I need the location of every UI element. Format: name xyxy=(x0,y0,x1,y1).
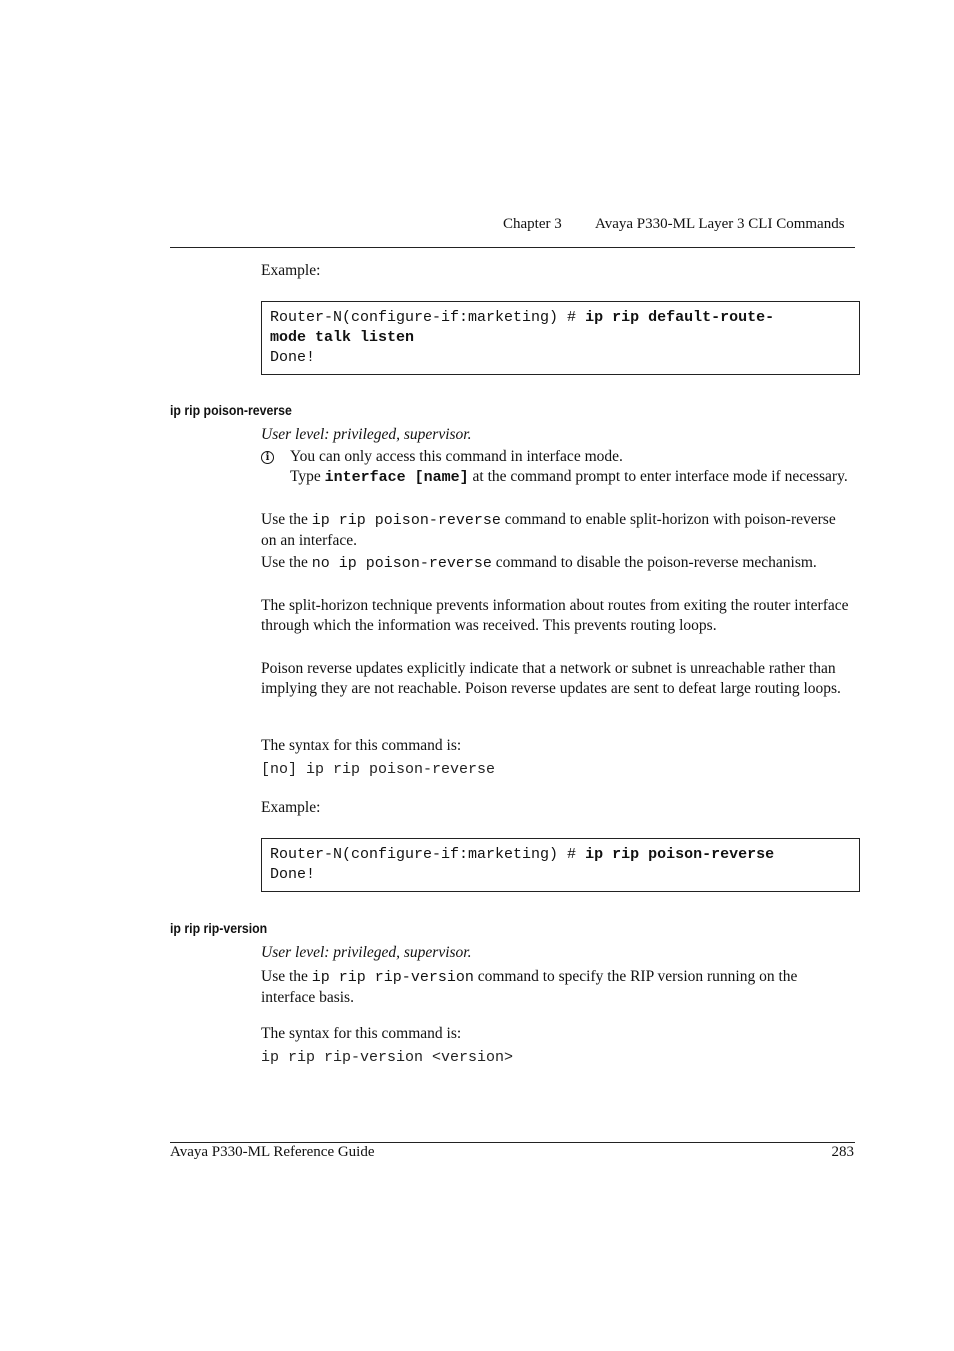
paragraph-rip-version xyxy=(261,967,853,1007)
code-example-poison-reverse xyxy=(261,838,860,892)
paragraph-split-horizon: The split-horizon technique prevents information about routes from exiting the router interface through which the information was received. This prevents routing loops. xyxy=(261,597,849,634)
header-title: Avaya P330-ML Layer 3 CLI Commands xyxy=(595,216,845,232)
note-type-line xyxy=(290,467,854,488)
header-chapter: Chapter 3 xyxy=(503,216,562,232)
syntax-command: [no] ip rip poison-reverse xyxy=(261,761,496,778)
header-rule xyxy=(170,247,855,248)
code-example-default-route xyxy=(261,301,860,375)
syntax-command: ip rip rip-version <version> xyxy=(261,1049,514,1066)
note-command: interface [name] xyxy=(324,468,469,486)
paragraph-post: command to specify the RIP version running on the interface basis. xyxy=(261,968,798,1006)
inline-command: no ip poison-reverse xyxy=(311,555,492,572)
footer-rule xyxy=(170,1142,855,1143)
code-command: ip rip poison-reverse xyxy=(585,846,775,863)
paragraph-post: command to disable the poison-reverse mechanism. xyxy=(491,554,817,571)
note-text xyxy=(290,447,854,487)
example-label: Example: xyxy=(261,262,321,279)
syntax-label: The syntax for this command is: xyxy=(261,737,462,754)
inline-command: ip rip poison-reverse xyxy=(311,512,501,529)
page-number: 283 xyxy=(831,1144,854,1160)
syntax-label: The syntax for this command is: xyxy=(261,1025,462,1042)
info-icon: i xyxy=(261,451,274,464)
section-heading-poison-reverse: ip rip poison-reverse xyxy=(170,402,292,418)
user-level: User level: privileged, supervisor. xyxy=(261,944,472,961)
paragraph-pre: Use the xyxy=(261,511,312,528)
user-level: User level: privileged, supervisor. xyxy=(261,426,472,443)
note-type: Type xyxy=(290,467,325,485)
code-result: Done! xyxy=(270,349,316,366)
code-line xyxy=(270,845,851,865)
section-heading-rip-version: ip rip rip-version xyxy=(170,920,268,936)
code-command: ip rip default-route- xyxy=(585,309,775,326)
paragraph-post: command to enable split-horizon with poison-reverse on an interface. xyxy=(261,511,836,549)
paragraph-poison-reverse: Poison reverse updates explicitly indicate that a network or subnet is unreachable rather than implying they are not reachable. Poison reverse updates are sent to defeat large routing loops. xyxy=(261,660,841,697)
code-prompt: Router-N(configure-if:marketing) # xyxy=(270,846,586,863)
code-line xyxy=(270,308,851,328)
paragraph-pre: Use the xyxy=(261,554,312,571)
note-rest: at the command prompt to enter interface mode if necessary. xyxy=(468,467,848,485)
code-command-continued: mode talk listen xyxy=(270,329,415,346)
code-prompt: Router-N(configure-if:marketing) # xyxy=(270,309,586,326)
paragraph-disable xyxy=(261,553,853,574)
paragraph-enable xyxy=(261,510,853,550)
inline-command: ip rip rip-version xyxy=(311,969,474,986)
note-line: You can only access this command in interface mode. xyxy=(290,448,623,465)
code-result: Done! xyxy=(270,866,316,883)
footer-guide-title: Avaya P330-ML Reference Guide xyxy=(170,1144,375,1160)
example-label: Example: xyxy=(261,799,321,816)
paragraph-pre: Use the xyxy=(261,968,312,985)
